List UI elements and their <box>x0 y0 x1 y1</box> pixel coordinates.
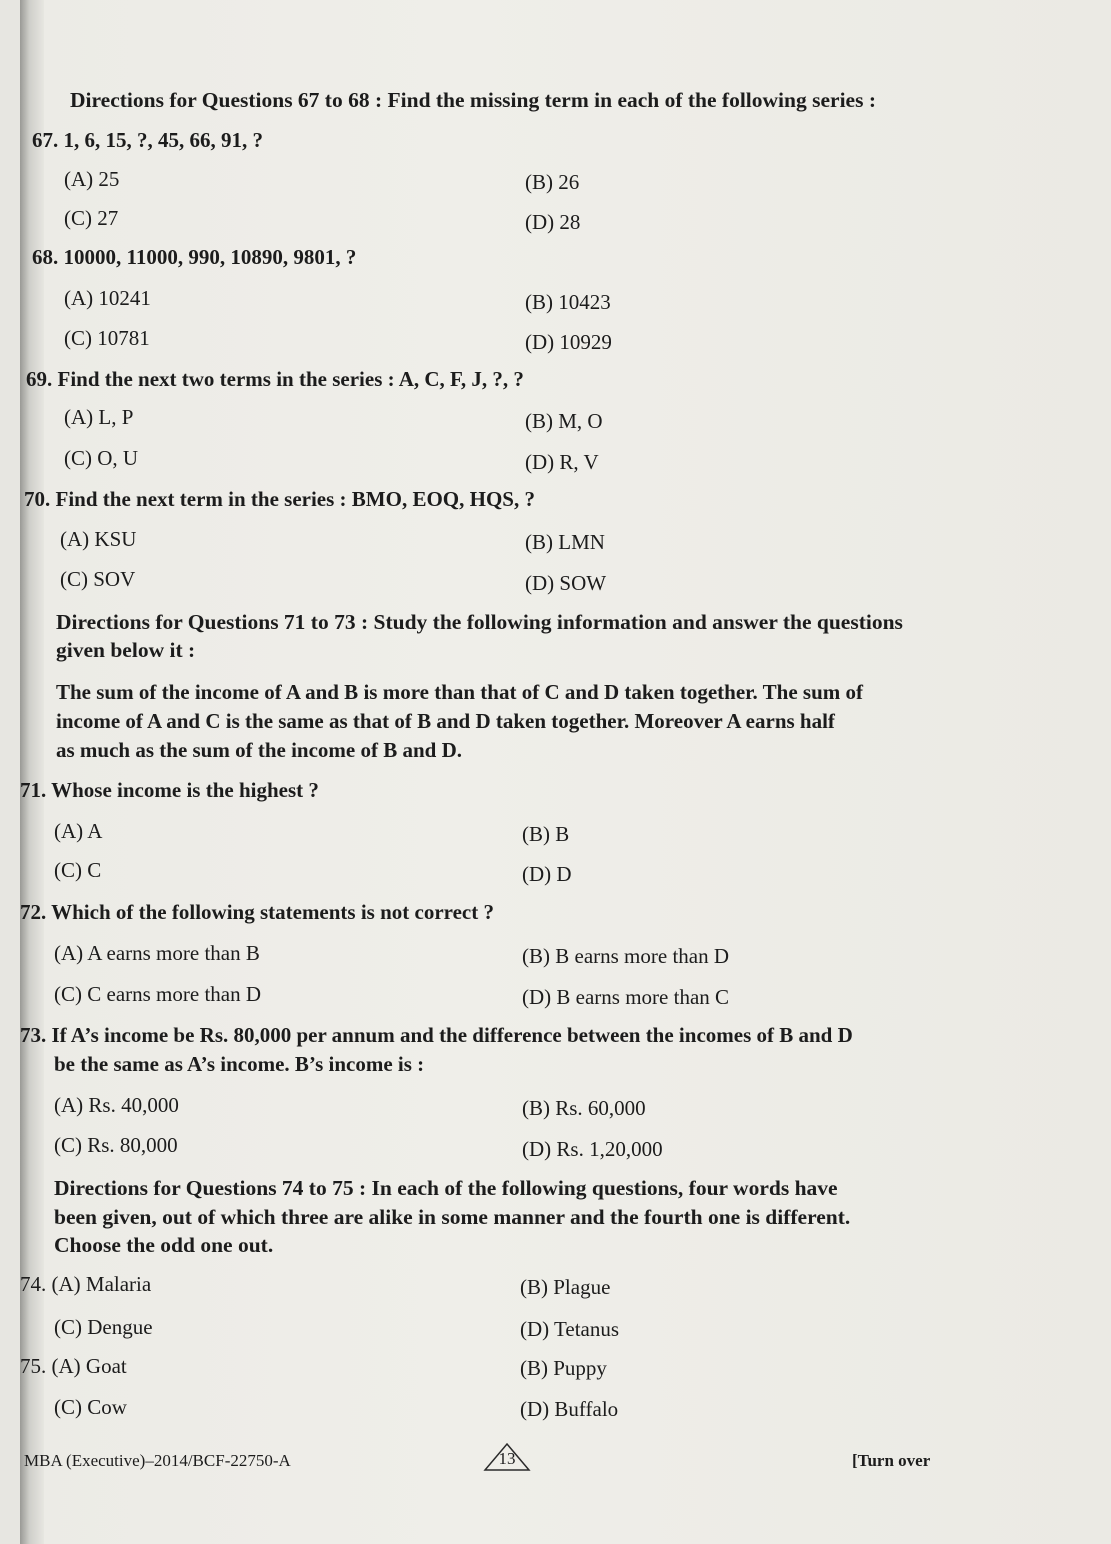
q72-option-d: (D) B earns more than C <box>522 985 730 1009</box>
directions-67-68: Directions for Questions 67 to 68 : Find the missing term in each of the following series : <box>70 88 876 112</box>
question-68: 68. 10000, 11000, 990, 10890, 9801, ? <box>32 245 357 269</box>
question-71: 71. Whose income is the highest ? <box>20 778 319 802</box>
q75-option-d: (D) Buffalo <box>520 1397 619 1421</box>
q71-option-c: (C) C <box>54 858 102 882</box>
question-72: 72. Which of the following statements is not correct ? <box>20 900 494 924</box>
q68-option-b: (B) 10423 <box>525 290 611 314</box>
q72-option-c: (C) C earns more than D <box>54 982 262 1006</box>
question-67: 67. 1, 6, 15, ?, 45, 66, 91, ? <box>32 128 263 152</box>
q69-option-c: (C) O, U <box>64 446 139 470</box>
question-69: 69. Find the next two terms in the series : A, C, F, J, ?, ? <box>26 367 524 391</box>
footer-turn-over: [Turn over <box>852 1451 931 1470</box>
q70-option-d: (D) SOW <box>525 571 607 595</box>
info-line-1: The sum of the income of A and B is more than that of C and D taken together. The sum of <box>56 680 863 704</box>
page-number-badge <box>483 1442 531 1472</box>
q69-option-d: (D) R, V <box>525 450 599 474</box>
q69-option-b: (B) M, O <box>525 409 603 433</box>
page-edge-shadow <box>20 0 44 1544</box>
q71-option-b: (B) B <box>522 822 570 846</box>
q68-option-a: (A) 10241 <box>64 286 151 310</box>
q70-option-b: (B) LMN <box>525 530 605 554</box>
directions-74-75-line-1: Directions for Questions 74 to 75 : In each of the following questions, four words have <box>54 1176 838 1200</box>
q73-option-b: (B) Rs. 60,000 <box>522 1096 646 1120</box>
exam-page <box>20 0 1111 1544</box>
q70-option-c: (C) SOV <box>60 567 136 591</box>
q70-option-a: (A) KSU <box>60 527 137 551</box>
q67-option-c: (C) 27 <box>64 206 119 230</box>
q71-option-a: (A) A <box>54 819 103 843</box>
q74-option-d: (D) Tetanus <box>520 1317 620 1341</box>
footer-paper-code: MBA (Executive)–2014/BCF-22750-A <box>24 1451 291 1470</box>
q73-option-c: (C) Rs. 80,000 <box>54 1133 178 1157</box>
q73-option-d: (D) Rs. 1,20,000 <box>522 1137 663 1161</box>
directions-74-75-line-3: Choose the odd one out. <box>54 1233 274 1257</box>
q68-option-d: (D) 10929 <box>525 330 612 354</box>
q68-option-c: (C) 10781 <box>64 326 150 350</box>
q67-option-d: (D) 28 <box>525 210 581 234</box>
q67-option-a: (A) 25 <box>64 167 120 191</box>
q67-option-b: (B) 26 <box>525 170 580 194</box>
question-73-line-1: 73. If A’s income be Rs. 80,000 per annum and the difference between the incomes of B and D <box>20 1023 853 1047</box>
q75-option-a: 75. (A) Goat <box>20 1354 127 1378</box>
q69-option-a: (A) L, P <box>64 405 134 429</box>
q74-option-c: (C) Dengue <box>54 1315 153 1339</box>
q75-option-c: (C) Cow <box>54 1395 127 1419</box>
q74-option-a: 74. (A) Malaria <box>20 1272 152 1296</box>
page-number: 13 <box>498 1449 516 1468</box>
question-70: 70. Find the next term in the series : BMO, EOQ, HQS, ? <box>24 487 535 511</box>
info-line-3: as much as the sum of the income of B and D. <box>56 738 463 762</box>
directions-71-73-line-1: Directions for Questions 71 to 73 : Study the following information and answer the questions <box>56 610 903 634</box>
directions-71-73-line-2: given below it : <box>56 638 196 662</box>
q74-option-b: (B) Plague <box>520 1275 611 1299</box>
q75-option-b: (B) Puppy <box>520 1356 607 1380</box>
q73-option-a: (A) Rs. 40,000 <box>54 1093 179 1117</box>
question-73-line-2: be the same as A’s income. B’s income is : <box>54 1052 425 1076</box>
q72-option-b: (B) B earns more than D <box>522 944 730 968</box>
q72-option-a: (A) A earns more than B <box>54 941 260 965</box>
info-line-2: income of A and C is the same as that of B and D taken together. Moreover A earns half <box>56 709 835 733</box>
directions-74-75-line-2: been given, out of which three are alike in some manner and the fourth one is different. <box>54 1205 851 1229</box>
q71-option-d: (D) D <box>522 862 572 886</box>
